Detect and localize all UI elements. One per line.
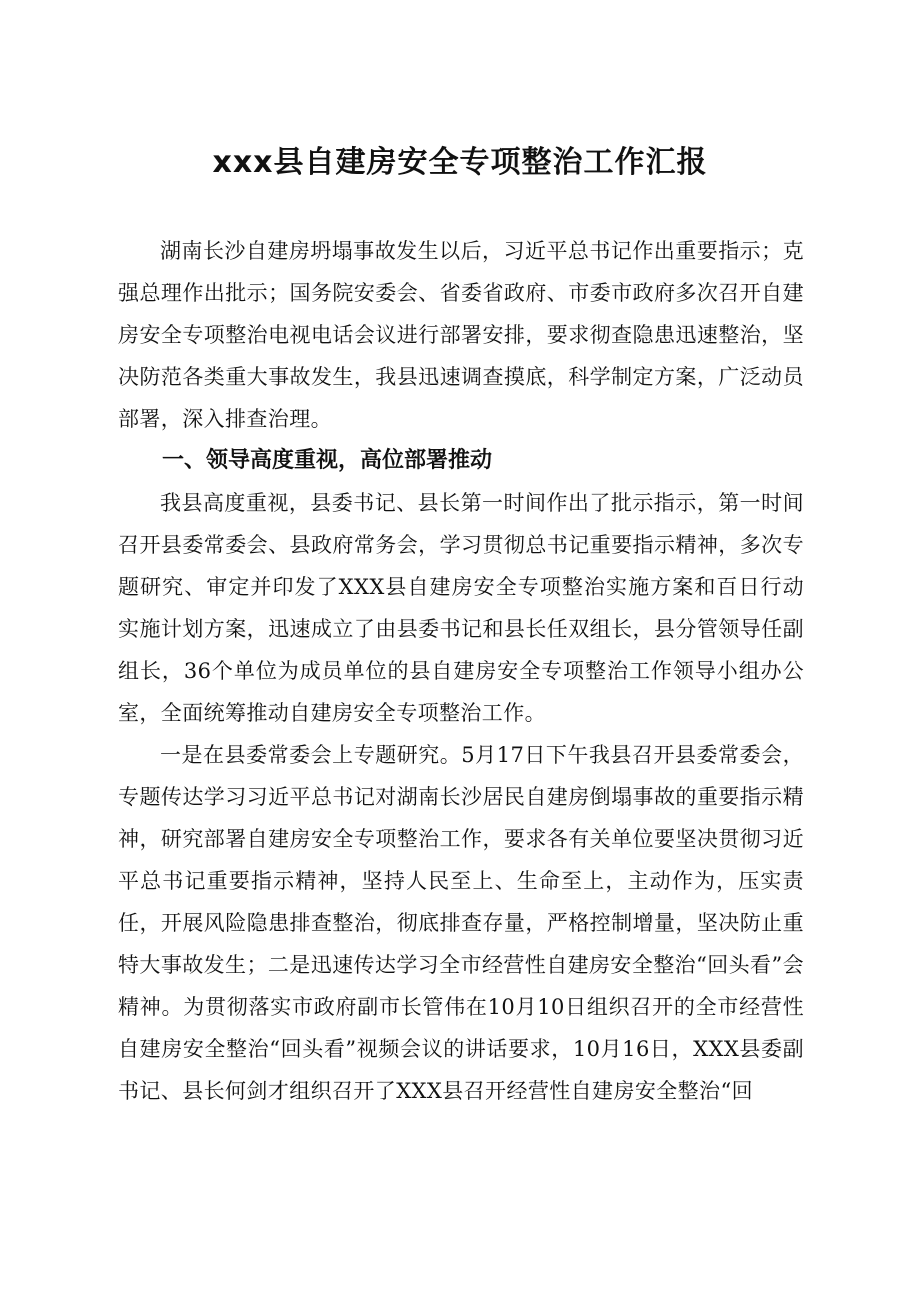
section1-paragraph-1: 我县高度重视，县委书记、县长第一时间作出了批示指示，第一时间召开县委常委会、县政府常务会，学习贯彻总书记重要指示精神，多次专题研究、审定并印发了XXX县自建房安全专项整治实施方案和百日行动实施计划方案，迅速成立了由县委书记和县长任双组长，县分管领导任副组长，36个单位为成员单位的县自建房安全专项整治工作领导小组办公室，全面统筹推动自建房安全专项整治工作。 <box>118 491 804 725</box>
section-heading-1: 一、领导高度重视，高位部署推动 <box>162 448 493 473</box>
document-title: xxx县自建房安全专项整治工作汇报 <box>212 145 708 180</box>
section1-paragraph-2: 一是在县委常委会上专题研究。5月17日下午我县召开县委常委会，专题传达学习习近平总书记对湖南长沙居民自建房倒塌事故的重要指示精神，研究部署自建房安全专项整治工作，要求各有关单位要坚决贯彻习近平总书记重要指示精神，坚持人民至上、生命至上，主动作为，压实责任，开展风险隐患排查整治，彻底排查存量，严格控制增量，坚决防止重特大事故发生；二是迅速传达学习全市经营性自建房安全整治“回头看”会精神。为贯彻落实市政府副市长管伟在10月10日组织召开的全市经营性自建房安全整治“回头看”视频会议的讲话要求，10月16日，XXX县委副书记、县长何剑才组织召开了XXX县召开经营性自建房安全整治“回 <box>118 743 804 1103</box>
document-body <box>118 230 804 1112</box>
intro-paragraph: 湖南长沙自建房坍塌事故发生以后，习近平总书记作出重要指示；克强总理作出批示；国务院安委会、省委省政府、市委市政府多次召开自建房安全专项整治电视电话会议进行部署安排，要求彻查隐患迅速整治，坚决防范各类重大事故发生，我县迅速调查摸底，科学制定方案，广泛动员部署，深入排查治理。 <box>118 239 804 431</box>
